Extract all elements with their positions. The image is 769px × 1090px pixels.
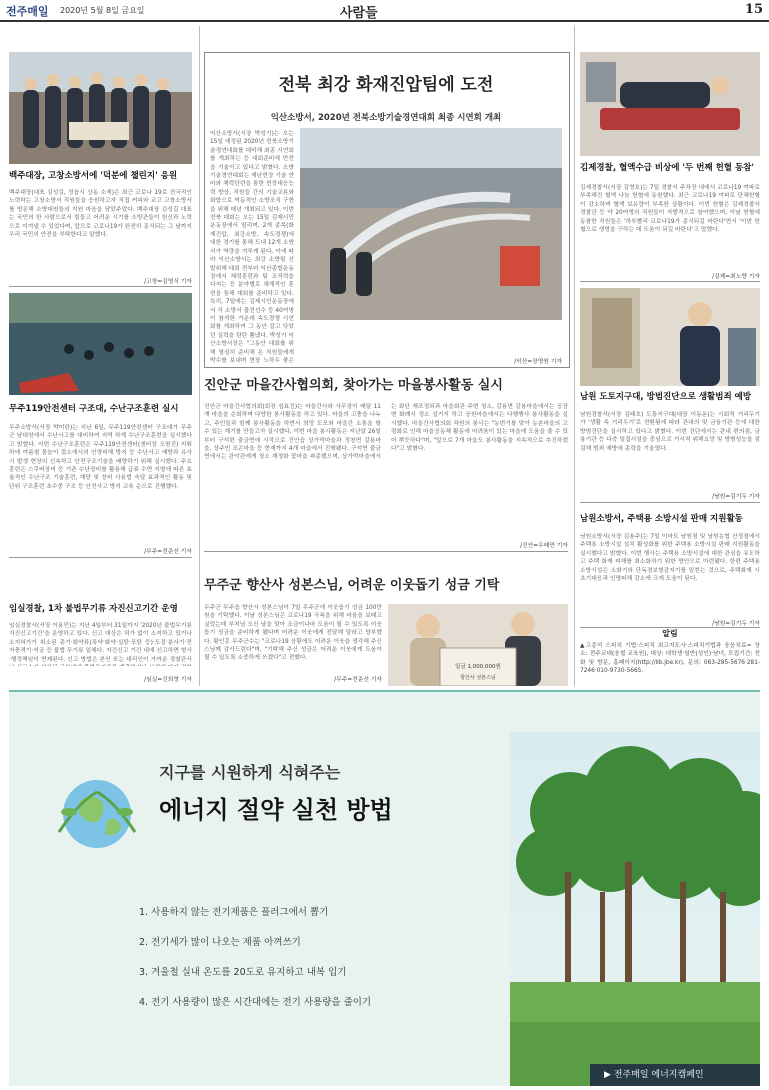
tip-item: 3. 겨울철 실내 온도를 20도로 유지하고 내복 입기 bbox=[139, 967, 347, 978]
article-byline-baekje: /고창=김영식 기자 bbox=[144, 279, 192, 285]
main-headline: 전북 최강 화재진압팀에 도전 bbox=[278, 75, 494, 95]
article-body-namwon-police: 남원경찰서(서장 김태호) 도통지구대(대장 이동운)는 시회적 거리두기가 '생활 속 거리두기'로 전환됨에 따라 관내의 및 금융기관 등에 대한 방범진단을 실시하고 있다고 밝혔다. 이번 진단에서는 관내 편의점, 금융기관 등 다중 밀집시설을 중심으로 거시적 위해요망 및 방범성능을 점검해 범죄 예방에 총력을 기울였다. bbox=[580, 412, 760, 452]
divider bbox=[204, 551, 568, 552]
police-photo-icon bbox=[580, 288, 760, 386]
article-byline-namwon-fire: /남원=김기두 기자 bbox=[712, 621, 760, 627]
masthead-logo: 전주매일 bbox=[6, 5, 49, 18]
notice-body: ▲고종석 스피치 기법·스피치 최고지도사·스피치기법과 웅음치료= 장소: 전주교대(웅철 교육원), 대상: 대학생·일반(성인)·남녀, 모집기간: 전화 및 방문, 홈페이지(http://lib.jbe.kr), 문의: 063-285-5676·281-7246·010-9730-5665. bbox=[580, 643, 760, 675]
article-body-namwon-fire: 남원소방서(서장 김용주)는 7일 이마트 남원점 및 남원농협 산정점에서 주택용 소방시설 설치 활성화를 위한 주택용 소방시설 판매 지원활동을 실시했다고 밝혔다. 이번 행사는 주택용 소방시설에 대한 관심을 유도하고 주택 화재 피해를 최소화하기 위한 방안으로 마련됐다. 한편 주택용 소방시설은 소화기와 단독경보형감지기를 일컫는 것으로, 주택화재 시 초기대응과 인명피해 감소에 크게 도움이 된다. bbox=[580, 534, 760, 583]
page-header bbox=[0, 0, 769, 22]
article-body-baekje: 백주대장(대표 김성길, 정읍시 상동 소재)은 최근 코로나 19로 전국적인 노력하는 고창소방서 직원들을 응원하고자 직접 커피와 교고 고창소방서를 방문해 소방대원들의 지원 마음을 담았주었다. 백주대장 김성길 대표는 국민의 한 사람으로서 힘들고 어려운 시기를 소방관들이 헌신과 노력으로 이겨낼 수 있었다며, 앞으로 코로나19가 완전히 종식되는 그 날까지 우리 국민의 안전을 부탁한다고 말했다. bbox=[9, 190, 192, 239]
main-subheadline: 익산소방서, 2020년 전북소방기술경연대회 최종 시연회 개최 bbox=[270, 113, 502, 123]
divider bbox=[9, 557, 192, 558]
divider bbox=[9, 286, 192, 287]
article-title-imsil: 임실경찰, 1차 불법무기류 자진신고기간 운영 bbox=[9, 604, 178, 614]
divider bbox=[580, 281, 760, 282]
section-title: 사람들 bbox=[340, 6, 378, 21]
issue-date: 2020년 5월 8일 금요일 bbox=[60, 6, 145, 15]
article-body-rescue: 무주소방서(서장 박미란)는 지난 6일, 무주119안전센터 구조대가 무주군 남대천에서 수난사고를 대비하여 지역 하계 수난구조훈련을 실시했다고 밝혔다. 이번 수난구조훈련은 무주119안전센터(센터장 오원진) 지휘하에 여름철 물놀이 절소에서의 인명피해 방지 등 수난사고 예방과 유사시 발생 현장의 신속하고 안전구조기술을 배양하기 위해 실시했다. 주요훈련은 스쿠버장비 등 기존 수난장비를 활용해 급류 수면 지형에 따른 효율적인 수난구조 기술훈련, 해당 및 장비 사용법 숙달 효과적인 활동 및 단위 구조훈련 초수중 구조 등 안전사고 방지 교육 순으로 진행했다. bbox=[9, 425, 192, 490]
article-body-main-continued bbox=[300, 324, 562, 354]
article-title-namwon-fire: 남원소방서, 주택용 소방시설 판매 지원활동 bbox=[580, 514, 743, 524]
article-body-jinan: 진안군 마을간사협의회(회장 심효진)는 마을간사와 사무장이 매달 11개 마을을 순회하며 다양한 봉사활동을 하고 있다. 마을의 고충을 나누고, 주민들과 함께 봉사활동을 하면서 희망 도모와 마을간 소통을 할 수 있는 계기를 만들고자 실시했다. 이번 마을 봉사활동은 지난달 26일부터 구석편 출금면에 시작으로 진안읍 상가막마을과 정천면 갈용마을, 상주빈 조곤마을 등 현재까지 4개 마을에서 진행됐다. 구석면 출금면에서는 관악관에게 청소 재정화 꽃마을 파종했으며, 상가막마을에서는 화단 재조정되과 마을회관 주변 청소, 갈용면 갈용마을에서는 공장변 화례시 정소 설거지 하고 공원마을에서는 다행행사 봉사활동을 실시했다. 마을간사협의회 차원의 봉사는 "농번기를 맞아 농촌마을의 고령화로 인해 마을공동체 활동에 어려움이 있는 마을에 도움을 줄 수 있어 뿌듯하다"며, "앞으로 7개 마을도 봉사활동을 지속적으로 추진하겠다"고 밝혔다. bbox=[204, 404, 568, 461]
photo-gimje bbox=[580, 52, 760, 156]
article-byline-main: /익산=장영원 기자 bbox=[514, 359, 562, 365]
divider bbox=[580, 502, 760, 503]
article-title-rescue: 무주119안전센터 구조대, 수난구조훈련 실시 bbox=[9, 404, 179, 414]
ad-headline-main: 에너지 절약 실천 방법 bbox=[159, 796, 393, 824]
photo-namwon-police bbox=[580, 288, 760, 386]
tip-item: 2. 전기세가 많이 나오는 제품 아껴쓰기 bbox=[139, 937, 301, 948]
ad-headline-top: 지구를 시원하게 식혀주는 bbox=[159, 763, 341, 782]
photo-hyangsan bbox=[388, 604, 568, 686]
firefighting-photo-icon bbox=[300, 128, 562, 320]
article-body-imsil: 임실경찰서(서장 이용민)는 지난 4일부터 31일까지 '2020년 불법무기류 자진신고기간'을 운영하고 있다. 신고 대상은 허가 없이 소지하고 있거나 소지허가가 취소된 총기·화약류(폭약·화약·실탄·포탄 등)·도검·분사기·전자충격기·석궁 등 불법 무기류 일체다. 자진신고 기간 내에 신고하면 형사·행정책임이 면제된다. 신고 방법은 본인 또는 대리인이 가까운 경찰관서 bbox=[9, 623, 192, 663]
page-number: 15 bbox=[744, 2, 763, 17]
rescue-photo-icon bbox=[9, 293, 192, 395]
people-photo-icon bbox=[9, 52, 192, 164]
energy-tips-list bbox=[139, 904, 519, 1024]
article-body-main: 익산소방서(서장 박성기)는 오는 15일 예정된 2020년 전북소방기술경연대회를 대비해 최종 시연회를 개최하는 등 대회준비에 만전을 기울이고 있다고 밝혔다. 소방기술경연대회는 재난현장 기술 연마와 체력단련을 통한 현장대응능력 향상, 직원들 간의 기술교류와 화합으로 역동적인 소방조직 구현을 위해 매년 개최되고 있다. 이번 전북 대회는 오는 15일 김제시민운동장에서 열리며, 2개 종목(화재진압, 최강소방, 속도경쟁)에 대한 경기를 통해 도내 12개 소방서가 역량을 겨루게 된다. 이에 따라 익산소방서는 최강 소방팀 선발위해 대회 전부터 익산종합운동장에서 체력훈련과 팀 조직력을 다지는 등 분야별로 체계적인 훈련을 통해 대회를 준비하고 있다. 특히, 7일에는 김제시민운동장에서 각 소방서 출전선수 등 40여명이 참석한 가운데 속도경쟁 시연회를 개최하여 그 동안 갈고 닦았던 실력을 탄탄 뽐냈다. 박성기 익산소방서장은 "그동안 대회를 위해 열심히 준비해 온 직원들에게 박수를 보내며 현장 노하우 좋은 bbox=[210, 131, 294, 364]
article-body-hyangsan: 무주군 무주읍 향산사 성본스님이 7일 무주군에 이웃돕기 성금 100만 원을 기탁했다. 이날 성본스님은 코로나19 극복을 위해 마음을 보태고 싶었는데 부처님 오신 날을 맞아 조금이나마 도움이 될 수 있도록 이웃돕기 성금을 준비하게 됐다며 어려운 이웃에게 전달해 달라고 당부했다. 황인홍 무주군수는 "코로나19 상황에도 어려운 이웃을 생각해 주신 스님께 감사드린다"며, "기탁해 주신 성금은 어려운 이웃에게 도움이 될 수 있도록 소중하게 쓰겠다"고 전했다. bbox=[204, 605, 382, 662]
article-byline-hyangsan: /무주=전준선 기자 bbox=[334, 677, 382, 683]
photo-baekje bbox=[9, 52, 192, 164]
check-donor: 향산사 성본스님 bbox=[460, 675, 496, 681]
energy-campaign-ad bbox=[9, 690, 760, 1086]
article-title-namwon-police: 남원 도토지구대, 방범진단으로 생활범죄 예방 bbox=[580, 392, 752, 402]
column-divider bbox=[574, 26, 575, 686]
article-byline-namwon-police: /남원=김기두 기자 bbox=[712, 494, 760, 500]
check-amount: 일금 1,000,000원 bbox=[455, 664, 501, 670]
campaign-banner: ▶ 전주매일 에너지캠페인 bbox=[590, 1064, 760, 1086]
tip-item: 1. 사용하지 않는 전기제품은 플러그에서 뽑기 bbox=[139, 907, 329, 918]
article-title-baekje: 백주대장, 고창소방서에 '덕분에 챌린지' 응원 bbox=[9, 171, 178, 181]
article-byline-gimje: /김제=최노향 기자 bbox=[712, 274, 760, 280]
article-body-gimje: 김제경찰서(서장 김영호)는 7일 경찰서 주차장 내에서 코로나19 여파로 부족해진 혈액 나눔 헌혈에 동참했다. 최근 코로나19 여파로 단체헌혈이 감소하며 혈액 보유량이 부족한 상황이다. 이번 헌혈은 김제경찰서 경찰관 등 약 20여명의 직원들이 자발적으로 참여했으며, 이날 헌혈에 동참한 직원들은 '하루빨리 코로나19가 종식되길 바란다'면서 '이번 헌혈으로 생명을 구하는 데 도움이 되길 바란다'고 말했다. bbox=[580, 185, 760, 234]
article-title-hyangsan: 무주군 향산사 성본스님, 어려운 이웃돕기 성금 기탁 bbox=[204, 578, 500, 593]
column-divider bbox=[199, 26, 200, 686]
article-byline-imsil: /임실=진희영 기자 bbox=[144, 677, 192, 683]
tip-item: 4. 전기 사용량이 많은 시간대에는 전기 사용량을 줄이기 bbox=[139, 997, 372, 1008]
article-title-gimje: 김제경찰, 혈액수급 비상에 '두 번째 헌혈 동참' bbox=[580, 163, 754, 173]
earth-leaf-icon bbox=[49, 762, 145, 858]
photo-main bbox=[300, 128, 562, 320]
article-title-jinan: 진안군 마을간사협의회, 찾아가는 마을봉사활동 실시 bbox=[204, 378, 503, 393]
blood-donation-photo-icon bbox=[580, 52, 760, 156]
article-byline-jinan: /진안=우태만 기자 bbox=[520, 543, 568, 549]
photo-rescue bbox=[9, 293, 192, 395]
forest-photo-icon bbox=[510, 732, 760, 1086]
notice-heading: 알림 bbox=[662, 629, 678, 638]
article-byline-rescue: /무주=전준선 기자 bbox=[144, 549, 192, 555]
